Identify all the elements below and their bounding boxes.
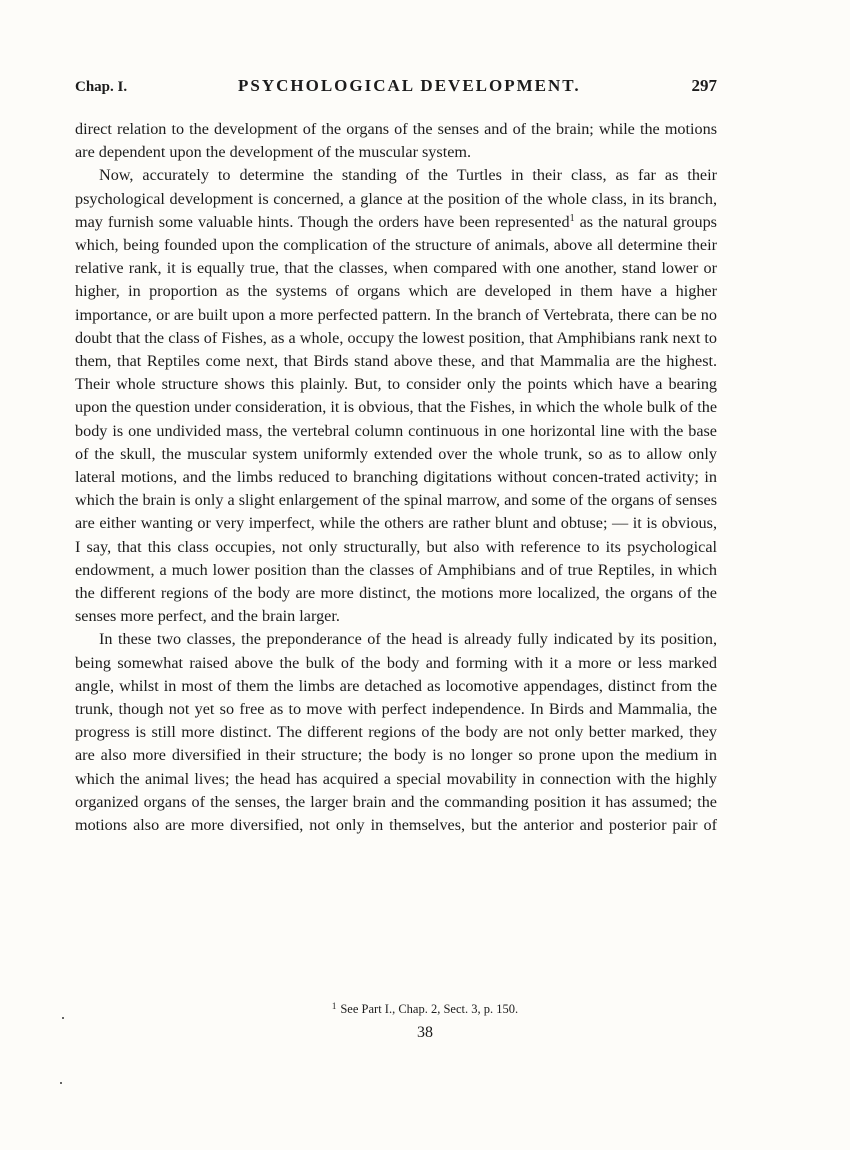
text-line: Now, accurately to determine the standing of the Turtles in their class, as: [99, 166, 629, 185]
text-line: more localized, the organs of the senses more perfect, and the brain larger.: [75, 584, 717, 626]
paragraph-2: [75, 164, 717, 628]
text-line: is still more distinct. The different regions of the body are not only better: [135, 723, 626, 742]
text-line: as the natural groups which, being founded upon: [75, 212, 717, 255]
text-line: points which have a bearing upon the question under consideration, it is obvious,: [75, 375, 718, 417]
scan-speck: [60, 1082, 62, 1084]
footnote-reference: 1: [569, 212, 575, 224]
running-title: PSYCHOLOGICAL DEVELOPMENT.: [237, 76, 581, 95]
text-line: the muscular system uniformly extended over the whole trunk, so as to allow only: [161, 444, 717, 463]
footnote-text: See Part I., Chap. 2, Sect. 3, p. 150.: [340, 1002, 519, 1016]
text-line: detached as locomotive appendages, distinct from the trunk, though not yet so: [75, 676, 718, 719]
text-line: far as their psychological development is concerned, a glance at the position of: [75, 166, 717, 208]
text-line: more diversified, not only in themselves, but the anterior and posterior pair of: [190, 816, 717, 835]
text-line: the complication of the structure of animals, above all determine their relative: [75, 236, 717, 278]
text-line: Reptiles come next, that Birds stand above these, and that Mammalia are the: [146, 352, 661, 371]
scan-speck: [62, 1017, 64, 1019]
text-line: larger brain and the commanding position it has assumed; the motions also are: [75, 792, 717, 835]
footnote: [0, 1001, 850, 1017]
page-number: 297: [691, 76, 717, 95]
text-line: free as to move with perfect independence. In Birds and Mammalia, the progress: [75, 700, 717, 742]
text-line: by its position, being somewhat raised above the bulk of the body and forming: [75, 630, 718, 672]
text-line: marrow, and some of the organs of senses are either wanting or very imperfect,: [75, 491, 718, 533]
text-line: In these two classes, the preponderance of the head is already fully indicated: [99, 630, 613, 649]
text-line: while the motions are dependent upon the development of the muscular system.: [75, 120, 718, 162]
text-line: Reptiles, in which the different regions of the body are more distinct, the motions: [75, 560, 718, 603]
text-line: endowment, a much lower position than the classes of Amphibians and of true: [75, 560, 593, 579]
text-line: class occupies, not only structurally, but also with reference to its psychological: [177, 537, 718, 556]
text-line: whole, occupy the lowest position, that Amphibians rank next to them, that: [75, 328, 718, 371]
footnote-marker: 1: [331, 1001, 337, 1011]
text-line: orders have been represented: [378, 212, 570, 231]
running-header: [75, 76, 717, 96]
text-line: while the others are rather blunt and obtuse; — it is obvious, I say, that this: [75, 514, 717, 556]
text-line: so prone upon the medium in which the animal lives; the head has acquired a: [75, 746, 718, 788]
text-line: marked, they are also more diversified in their structure; the body is no longer: [75, 723, 717, 765]
text-line: highest. Their whole structure shows this plainly. But, to consider only the: [75, 352, 718, 394]
text-line: them have a higher importance, or are built upon a more perfected pattern. In: [75, 282, 717, 324]
paragraph-3: [75, 628, 717, 837]
text-line: the branch of Vertebrata, there can be no doubt that the class of Fishes, as a: [75, 305, 717, 347]
text-line: that the Fishes, in which the whole bulk of the body is one undivided mass,: [75, 398, 718, 440]
text-line: with it a more or less marked angle, whilst in most of them the limbs are: [75, 653, 717, 695]
text-line: the vertebral column continuous in one horizontal line with the base of the skull,: [75, 421, 717, 463]
text-line: the whole class, in its branch, may furnish some valuable hints. Though the: [75, 189, 717, 231]
signature-mark: 38: [417, 1024, 433, 1041]
text-line: trated activity; in which the brain is only a slight enlargement of the spinal: [75, 468, 718, 510]
text-line: lateral motions, and the limbs reduced to branching digitations without concen-: [75, 468, 604, 487]
text-line: lower or higher, in proportion as the systems of organs which are developed in: [75, 259, 717, 301]
paragraph-1: [75, 118, 717, 164]
chapter-label: Chap. I.: [75, 79, 128, 95]
text-line: special movability in connection with the highly organized organs of the senses, the: [75, 769, 717, 811]
body-text: [75, 118, 717, 837]
text-line: direct relation to the development of the organs of the senses and of the brain;: [75, 120, 594, 138]
text-line: rank, it is equally true, that the classes, when compared with one another, stand: [128, 259, 657, 278]
